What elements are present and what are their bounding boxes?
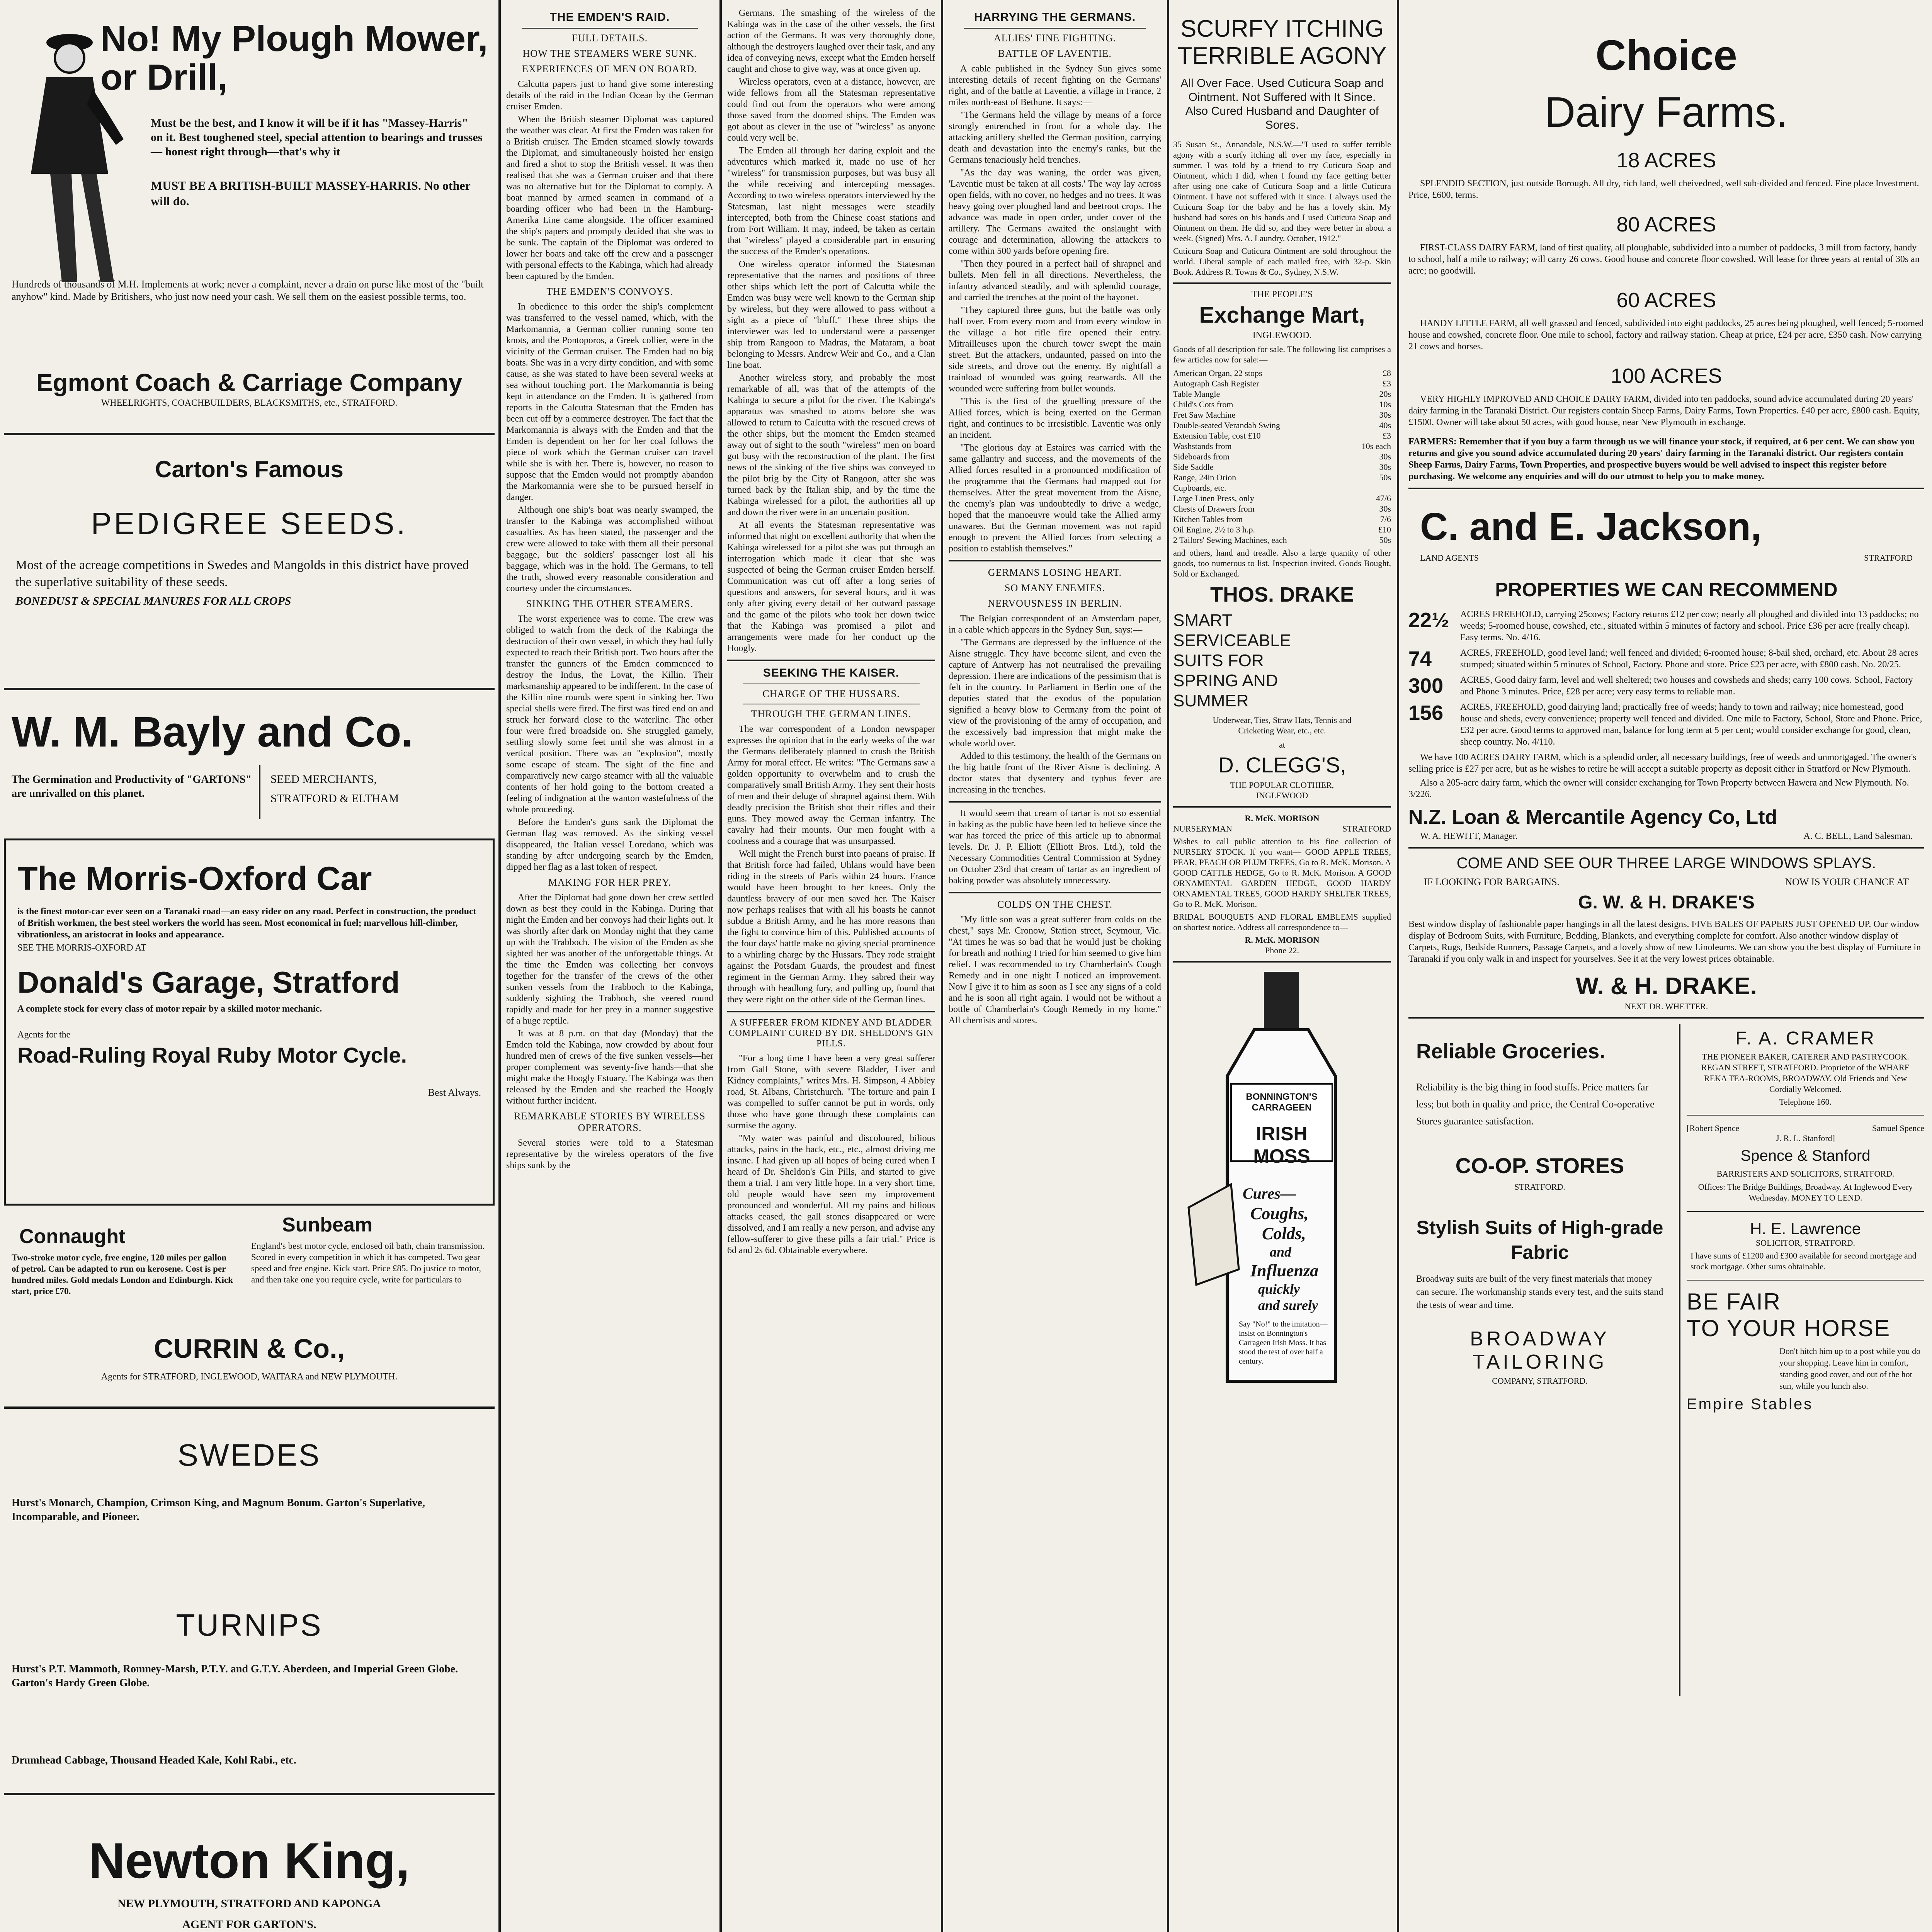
massey-headline-2: or Drill, [100,57,228,97]
morison-bridal: BRIDAL BOUQUETS AND FLORAL EMBLEMS supplied on shortest notice. Address all correspondence to— [1173,912,1391,932]
divider [4,433,495,435]
price-list-item: Oil Engine, 2½ to 3 h.p. [1173,525,1255,534]
stylish-body: Broadway suits are built of the very finest materials that money can secure. The workmanship stands every test, and the suits stand the tests of wear and time. [1416,1274,1663,1310]
bayly-title: W. M. Bayly and Co. [12,708,413,756]
price-list-item: Extension Table, cost £10 [1173,431,1261,440]
connaught-title: Connaught [19,1225,126,1248]
morison-name: R. McK. MORISON [1245,813,1320,823]
props-tail: We have 100 ACRES DAIRY FARM, which is a splendid order, all necessary buildings, free of weeds and unmortgaged. The owner's selling price is £27 per acre, but as he wishes to retire he will accept a suitable property as deposit either in Stratford or New Plymouth. [1408,752,1917,774]
morison-phone: Phone 22. [1265,946,1299,955]
coop-title: CO-OP. STORES [1455,1153,1624,1178]
price-list-item: 2 Tailors' Sewing Machines, each [1173,535,1287,545]
broadway-title: BROADWAY [1470,1328,1610,1350]
property-listing [1408,609,1924,643]
cramer-name: F. A. CRAMER [1735,1028,1876,1049]
drake-sig: W. & H. DRAKE. [1576,973,1757,1000]
column-2-emden [502,0,717,1932]
morris-see: SEE THE MORRIS-OXFORD AT [17,943,146,953]
spence-body: Offices: The Bridge Buildings, Broadway. At Inglewood Every Wednesday. MONEY TO LEND. [1698,1182,1913,1202]
paragraph: Added to this testimony, the health of the Germans on the big battle front of the River Aisne is declining. A doctor states that dysentery and typhus fever are increasing in the trenches. [949,751,1161,795]
paragraph: The Emden all through her daring exploit and the adventures which marked it, made no use of her "wireless" for transmission purposes, but was busy all the while receiving and intercepting messages. According to two wireless operators interviewed by the Statesman, last night messages were steadily intercepted, both from the Chinese coast stations and from Fort William. It may, indeed, be taken as certain that "wireless" played a considerable part in ensuring the success of the Emden's operations. [727,146,935,257]
paragraph: A cable published in the Sydney Sun gives some interesting details of recent fighting on the Germans' right, and of the battle at Laventie, a village in France, 2 miles north-east of Bethune. It says:— [949,64,1161,107]
choice-title: Choice [1595,32,1737,79]
divider [259,765,260,819]
bayly-right-2: STRATFORD & ELTHAM [270,792,399,805]
price-list-item: Autograph Cash Register [1173,379,1259,388]
clegg-line-3: SUITS FOR [1173,651,1264,670]
empire-stables: Empire Stables [1687,1396,1813,1413]
spence-c: J. R. L. Stanford] [1776,1133,1835,1143]
paragraph: The war correspondent of a London newspaper expresses the opinion that in the early weeks of the war the Germans deliberately planned to crush the British Army for moral effect. He writes: "The Germans saw a golden opportunity to overwhelm and to crush the comparatively small British Army. They sent their hosts of men and their deluge of shrapnel against them. With deadly precision the British shot their rifles and their guns. They mowed away the German infantry. The cavalry had their mounts. Our men fought with a coolness and a courage that was unsurpassed. [727,724,935,846]
clegg-line-1: SMART [1173,611,1233,630]
article-subhead: THE EMDEN'S CONVOYS. [546,286,673,297]
paragraph: "My little son was a great sufferer from colds on the chest," says Mr. Cronow, Station street, Seymour, Vic. "At times he was so bad that he would just be choking for breath and nothing I tried for him seemed to give him relief. I was recommended to try Chamberlain's Cough Remedy and in one night I noticed an improvement. Now I give it to him as soon as I see any signs of a cold and he is soon all right again. I would not be without a bottle of Chamberlain's Cough Remedy in my home." All chemists and stores. [949,915,1161,1026]
bayly-left: The Germination and Productivity of "GARTONS" are unrivalled on this planet. [12,774,252,799]
swedes-title: SWEDES [177,1438,321,1472]
drake-title: COME AND SEE OUR THREE LARGE WINDOWS SPLAYS. [1456,855,1876,872]
farm-heading: 100 ACRES [1611,364,1722,388]
drake-next: NEXT DR. WHETTER. [1624,1002,1708,1011]
price-list-price: 10s each [1361,441,1391,451]
irish-moss-name: IRISH MOSS [1253,1123,1310,1167]
sunbeam-title: Sunbeam [282,1214,373,1236]
morris-body: is the finest motor-car ever seen on a Taranaki road—an easy rider on any road. Perfect in construction, the product of British workmen, the best steel workers the world has seen. Most economical in fuel; marvellous hill-climber, vibrationless, an aristocrat in looks and appearance. [17,906,476,940]
price-list-item: Kitchen Tables from [1173,514,1243,524]
tailoring-title: TAILORING [1472,1351,1607,1373]
coop-town: STRATFORD. [1514,1182,1565,1192]
bottom-left-ads [1408,1024,1671,1386]
price-list-row [1173,410,1391,420]
exchange-intro: Goods of all description for sale. The following list comprises a few articles now for sale:— [1173,344,1391,364]
price-list-row [1173,535,1391,545]
paragraph: "They captured three guns, but the battle was only half over. From every room and from every window in the village a hot rifle fire opened their entry. Mitrailleuses upon the church tower swept the main street. But the attackers, undaunted, passed on into the side streets, and drove out the enemy. By nightfall a trainload of wounded was going rearwards. All the wounded were suffering from bullet wounds. [949,305,1161,394]
article-title: SEEKING THE KAISER. [763,667,900,679]
property-acres: 300 [1408,674,1444,697]
cuticura-sub: All Over Face. Used Cuticura Soap and Ointment. Not Suffered with It Since. Also Cured Husband and Daughter of Sores. [1180,77,1384,131]
price-list-row [1173,483,1391,493]
price-list-row [1173,451,1391,462]
price-list-row [1173,430,1391,441]
bottom-right-ads [1687,1024,1924,1413]
donalds-garage: Donald's Garage, Stratford [17,965,400,999]
newton-king-title: Newton King, [88,1832,410,1889]
price-list-item: Range, 24in Orion [1173,473,1236,482]
farm-description: SPLENDID SECTION, just outside Borough. All dry, rich land, well cheivedned, well sub-divided and fenced. Fine place Investment. Price, £600, terms. [1408,179,1919,200]
egmont-title: Egmont Coach & Carriage Company [36,369,463,396]
massey-harris-ad [4,12,495,359]
irish-moss-cures: Cures— [1243,1185,1296,1202]
paragraph: "This is the first of the gruelling pressure of the Allied forces, which is being exerted on the German right, and continues to be irresistible. Laventie was only an incident. [949,396,1161,440]
price-list-price: 30s [1379,462,1391,472]
morris-agents: Agents for the [17,1030,71,1040]
massey-headline: No! My Plough Mower, [100,18,488,59]
currin-ad [4,1209,495,1403]
currin-agents: Agents for STRATFORD, INGLEWOOD, WAITARA and NEW PLYMOUTH. [101,1372,398,1382]
farmers-note: FARMERS: Remember that if you buy a farm through us we will finance your stock, if required, at 6 per cent. We can show you returns and give you sound advice accumulated during 20 years' dairy farming in the Taranaki district. Our registers contain Sheep Farms, Dairy Farms, Town Properties, and prospective buyers would be well advised to inspect this register before purchasing. We welcome any enquiries and will do our utmost to help you to make money. [1408,437,1915,481]
newton-king-agent: AGENT FOR GARTON'S. [182,1918,316,1931]
price-list-price: 10s [1379,400,1391,409]
turnips-title: TURNIPS [176,1608,323,1642]
article-title: HARRYING THE GERMANS. [974,11,1136,24]
drake-body: Best window display of fashionable paper hangings in all the latest designs. FIVE BALES OF PAPERS JUST OPENED UP. Our window display of Bedroom Suits, with Furniture, Bedding, Blankets, and everything complete for comfort. Also another window display of Carpets, Rugs, Bedside Runners, Passage Carpets, and a lovely show of new Linoleums. We can show you the best display of Furniture in Taranaki if you only walk in and inspect for yourselves. See it at the very lowest prices obtainable. [1408,919,1921,964]
drumhead-line [4,1747,495,1785]
farm-description: VERY HIGHLY IMPROVED AND CHOICE DAIRY FARM, divided into ten paddocks, sound advice accumulated during 20 years' dairy farming in the Taranaki District. Our registers contain Sheep Farms, Dairy Farms, Town Properties. £40 per acre, £800 cash. Equity, £1500. Owner will take about 50 acres, with good house, near New Plymouth in exchange. [1408,394,1920,427]
swedes-ad [4,1410,495,1561]
column-rule [498,0,501,1932]
property-listing [1408,647,1924,670]
drake-now: NOW IS YOUR CHANCE AT [1785,876,1909,888]
clegg-line-2: SERVICEABLE [1173,631,1291,650]
price-list-item: Washstands from [1173,441,1232,451]
irish-moss-c3: and [1270,1244,1292,1260]
paragraph: One wireless operator informed the Statesman representative that the names and positions of three other ships which left the port of Calcutta while the Emden was busy were well known to the German ship by wireless, but they were allowed to pass without a sight as a piece of "bluff." These three ships the interviewer was led to understand were a passenger ship from Rangoon to Madras, the Mataram, a boat belonging to Messrs. Andrew Weir and Co., and a Clan line boat. [727,259,935,370]
spence-b: Samuel Spence [1872,1123,1924,1133]
article-subhead: SINKING THE OTHER STEAMERS. [526,598,694,609]
cuticura-headline-2: TERRIBLE AGONY [1177,43,1387,69]
turnips-ad [4,1561,495,1739]
cuticura-headline: SCURFY ITCHING [1180,15,1384,42]
bottom-ads [1408,1024,1924,1696]
clegg-line-5: SUMMER [1173,691,1249,710]
article-subhead: A SUFFERER FROM KIDNEY AND BLADDER COMPLAINT CURED BY DR. SHELDON'S GIN PILLS. [728,1018,934,1049]
price-list-row [1173,462,1391,472]
clegg-list: Underwear, Ties, Straw Hats, Tennis and Cricketing Wear, etc., etc. [1213,715,1352,735]
morison-town: STRATFORD [1342,824,1391,833]
price-list-price: 30s [1379,452,1391,461]
egmont-coach-ad [4,359,495,425]
article-subhead: THROUGH THE GERMAN LINES. [751,708,912,719]
currin-name: CURRIN & Co., [154,1333,345,1364]
divider [4,1406,495,1409]
price-list-price: 47/6 [1376,493,1391,503]
column-rule [719,0,722,1932]
price-list-price: 40s [1379,420,1391,430]
props-title: PROPERTIES WE CAN RECOMMEND [1495,579,1838,600]
price-list-price: £10 [1378,525,1391,534]
morison-name-2: R. McK. MORISON [1245,935,1320,945]
price-list-price: 20s [1379,389,1391,399]
clegg-name: D. CLEGG'S, [1218,753,1346,777]
farm-description: HANDY LITTLE FARM, all well grassed and fenced, subdivided into eight paddocks, 25 acres being ploughed, well fenced; 5-roomed house and cowshed, concrete floor. One mile to school, factory and railway station. Cheap at price, £24 per acre, £350 cash. Now carrying 21 cows and horses. [1408,318,1924,352]
property-description: ACRES FREEHOLD, carrying 25cows; Factory returns £12 per cow; nearly all ploughed and divided into 13 paddocks; no weeds; 5-roomed house, cowshed, etc., situated within 5 minutes of factory and school. Price £36 per acre (really cheap). Easy terms. No. 4/16. [1460,609,1919,643]
property-listing [1408,674,1924,697]
farm-description: FIRST-CLASS DAIRY FARM, land of first quality, all ploughable, subdivided into a number of paddocks, 3 mill from factory, handy to school, half a mile to railway; will carry 26 cows. Good house and concrete floor cowshed. Will lease for three years at rental of 30s an acre; no goodwill. [1408,243,1920,276]
garton-pedigree: PEDIGREE SEEDS. [91,506,408,541]
lawrence-sub: SOLICITOR, STRATFORD. [1756,1238,1855,1248]
article-subhead: HOW THE STEAMERS WERE SUNK. [522,48,697,59]
price-list-row [1173,514,1391,524]
paragraph: "For a long time I have been a very great sufferer from Gall Stone, with severe Bladder, Liver and Kidney complaints," writes Mrs. H. Simpson, 4 Abbley road, St. Albans, Christchurch. "The torture and pain I was compelled to suffer cannot be put in words, only those who have gone through these complaints can surmise the agony. [727,1053,935,1131]
morris-title: The Morris-Oxford Car [17,860,372,897]
divider [4,688,495,690]
paragraph: "As the day was waning, the order was given, 'Laventie must be taken at all costs.' The way lay across open fields, with no cover, no hedges and no trees. It was heavy going over ploughed land and beetroot crops. The advance was made in open order, under cover of the artillery. The Germans awaited the onslaught with courage and determination, allowing the attackers to come within 500 yards before opening fire. [949,168,1161,256]
cramer-body: THE PIONEER BAKER, CATERER AND PASTRYCOOK. REGAN STREET, STRATFORD. Proprietor of the WHARE REKA TEA-ROOMS, BROADWAY. Old Friends and New Cordially Welcomed. [1701,1052,1910,1094]
paragraph: "The glorious day at Estaires was carried with the same gallantry and success, and the movements of the Allied forces resulted in a pronounced modification of the programme that the Germans had mapped out for themselves. After the great movement from the Aisne, the enemy's plan was undoubtedly to drive a wedge, hoped that the manoeuvre would take the Allied army unawares. But the German movement was not rapid enough to prevent the Allied forces from selecting a position to establish themselves." [949,443,1161,554]
article-subhead: SO MANY ENEMIES. [1005,582,1105,594]
drake-if: IF LOOKING FOR BARGAINS. [1424,876,1560,888]
fair-1: BE FAIR [1687,1289,1781,1315]
price-list-row [1173,389,1391,399]
price-list-item: Chests of Drawers from [1173,504,1255,514]
paragraph: Before the Emden's guns sank the Diplomat the German flag was removed. As the sinking vessel disappeared, the Italian vessel Loredano, which was standing by after undergoing search by the Emden, dipped her flag as a last token of respect. [506,817,713,872]
price-list-item: Side Saddle [1173,462,1214,472]
property-acres: 22½ [1408,609,1449,632]
dairy-title: Dairy Farms. [1544,88,1788,136]
irish-moss-c6: and surely [1258,1298,1318,1313]
spence-sub: BARRISTERS AND SOLICITORS, STRATFORD. [1716,1169,1895,1179]
price-list-price: 7/6 [1380,514,1391,524]
price-list-item: Large Linen Press, only [1173,493,1254,503]
property-description: ACRES, FREEHOLD, good dairying land; practically free of weeds; handy to town and railway; nice homestead, good house and sheds, every convenience; property well fenced and divided. One mile to Factory, School, Store and Phone. Price, £32 per acre. Good terms to approved man, balance for long term at 5 per cent; would consider exchange for good, clean, sheep country. No. 4/110. [1460,702,1922,747]
article-title: THE EMDEN'S RAID. [549,11,670,24]
clegg-at: at [1279,740,1285,750]
massey-body: Must be the best, and I know it will be if it has "Massey-Harris" on it. Best toughened steel, special attention to bearings and trusses — honest right through—that's why it [151,117,483,158]
morris-oxford-ad [4,838,495,1206]
paragraph: "The Germans are depressed by the influence of the Aisne struggle. They have become silent, and even the capture of Antwerp has not neutralised the prevailing depression. There are indications of the pessimism that is felt in the country. In Parliament in Berlin one of the deputies stated that the exodus of the population signified a heavy blow to Germany from the point of view of the provisioning of the army of occupation, and the excessively bad impression that might make the whole world over. [949,638,1161,748]
column-rule [1397,0,1399,1932]
clegg-tag: THE POPULAR CLOTHIER, [1230,780,1334,790]
exchange-pre: THE PEOPLE'S [1251,289,1313,299]
jackson-title: C. and E. Jackson, [1420,505,1762,548]
column-1-ads [0,0,498,1932]
massey-note: Hundreds of thousands of M.H. Implements at work; never a complaint, never a drain on purse like most of the "built anyhow" kind. Made by Britishers, who just now need your cash. We sell them on the easiest possible terms, too. [12,279,484,302]
price-list-price: 50s [1379,535,1391,545]
price-list-item: Child's Cots from [1173,400,1233,409]
turnips-body: Hurst's P.T. Mammoth, Romney-Marsh, P.T.Y. and G.T.Y. Aberdeen, and Imperial Green Globe. Garton's Hardy Green Globe. [12,1663,458,1689]
stylish-title: Stylish Suits of High-grade Fabric [1416,1217,1663,1263]
nz-salesman: A. C. BELL, Land Salesman. [1803,831,1913,841]
column-6-ads [1401,0,1932,1932]
price-list-price: £3 [1383,379,1391,388]
exchange-town: INGLEWOOD. [1252,330,1312,340]
price-list-row [1173,368,1391,378]
paragraph: It was at 8 p.m. on that day (Monday) that the Emden told the Kabinga, now crowded by about four hundred men of crews of the five sunken vessels—her proper complement was seventy-five hands—that she might make the Hoogly Estuary. The Kabinga was then released by the Emden and she reached the Hoogly without further incident. [506,1029,713,1106]
article-subhead: BATTLE OF LAVENTIE. [998,48,1112,59]
price-list-price: £8 [1383,368,1391,378]
clegg-line-4: SPRING AND [1173,671,1278,690]
exchange-tail: and others, hand and treadle. Also a large quantity of other goods, too numerous to list. Inspection invited. Goods Bought, Sold or Exchanged. [1173,548,1391,578]
sunbeam-body: England's best motor cycle, enclosed oil bath, chain transmission. Scored in every competition in which it has competed. Two gear speed and free engine. Kick start. Price £85. Do justice to motor, and then take one you require cycle, write for particulars to [251,1241,485,1284]
irish-moss-c4: Influenza [1250,1261,1319,1280]
paragraph: Calcutta papers just to hand give some interesting details of the raid in the Indian Ocean by the German cruiser Emden. [506,79,713,112]
price-list-row [1173,441,1391,451]
paragraph: "The Germans held the village by means of a force strongly entrenched in front for a whole day. The attacking artillery shelled the German position, carrying death and devastation into the enemy's ranks, but the Germans tenaciously held trenches. [949,110,1161,165]
article-subhead: CHARGE OF THE HUSSARS. [762,688,900,699]
morris-complete: A complete stock for every class of motor repair by a skilled motor mechanic. [17,1004,322,1014]
paragraph: Several stories were told to a Statesman representative by the wireless operators of the five ships sunk by the [506,1138,713,1170]
article-subhead: NERVOUSNESS IN BERLIN. [988,598,1122,609]
paragraph: After the Diplomat had gone down her crew settled down as best they could in the Kabinga. During that night the Emden and her convoys had their lights out. It was shortly after dark on Monday night that they came up with the Trabboch. The vision of the Emden as she sighted her was another of the unforgettable things. At the time the Emden was collecting her convoys together for the transfer of the crews of the other sunken vessels from the Trabboch to the Kabinga, suddenly sighting the Trabboch, she veered round rapidly and made for her prey in a manner suggestive of a huge reptile. [506,893,713,1026]
paragraph: "Then they poured in a perfect hail of shrapnel and bullets. Men fell in all directions. Nevertheless, the infantry advanced steadily, and with splendid courage, and carried the trenches at the point of the bayonet. [949,259,1161,303]
price-list-item: Fret Saw Machine [1173,410,1236,420]
massey-tagline: MUST BE A BRITISH-BUILT MASSEY-HARRIS. No other will do. [151,179,471,208]
garton-seeds-ad [4,440,495,684]
farms-list [1408,148,1924,428]
irish-moss-ad [1173,968,1391,1385]
jackson-town: STRATFORD [1864,553,1913,563]
column-3-articles [723,0,939,1932]
bayly-ad [4,696,495,831]
jackson-sub: LAND AGENTS [1420,553,1479,563]
connaught-body: Two-stroke motor cycle, free engine, 120 miles per gallon of petrol. Can be adapted to run on kerosene. Cost is per hundred miles. Gold medals London and Edinburgh. Kick start, price £70. [12,1253,233,1296]
article-subhead: ALLIES' FINE FIGHTING. [993,32,1116,44]
price-list-price: 30s [1379,410,1391,420]
divider [4,1793,495,1795]
irish-moss-say: Say "No!" to the imitation—insist on Bonnington's Carrageen Irish Moss. It has stood the test of over half a century. [1239,1320,1328,1366]
morison-role: NURSERYMAN [1173,824,1232,833]
drumhead-text: Drumhead Cabbage, Thousand Headed Kale, Kohl Rabi., etc. [12,1754,296,1766]
drake-name: G. W. & H. DRAKE'S [1578,892,1755,913]
paragraph: "My water was painful and discoloured, bilious attacks, pains in the back, etc., etc., almost driving me insane. I had given up all hopes of being cured when I heard of Dr. Sheldon's Gin Pills, and started to give them a trial. I am very little hope. In a very short time, old people would have seen my improvement pronounced and wonderful. All my pains and bilious attacks ceased, the gall stones disappeared or were dissolved, and I am really a new person, and advise any fellow-sufferer to give these pills a fair trial." Price is 6d and 2s 6d. Obtainable everywhere. [727,1133,935,1255]
nz-loan-title: N.Z. Loan & Mercantile Agency Co, Ltd [1408,806,1777,828]
paragraph: Wireless operators, even at a distance, however, are wide fellows from all the Statesman representative could find out from the operators who were among those saved from the doomed ships. The Emden was got about as clever in the use of "wireless" as anyone could very well be. [727,77,935,143]
lawrence-body: I have sums of £1200 and £300 available for second mortgage and stock mortgage. Other sums obtainable. [1690,1251,1917,1271]
paragraph: Although one ship's boat was nearly swamped, the transfer to the Kabinga was accomplished without casualties. As has been stated, the passenger and the crew were allowed to take with them all their personal baggage, but the soldiers' passenger lost all his baggage, which was in the hold. The Germans, to tell the truth, showed every reasonable consideration and courtesy under the circumstances. [506,505,713,594]
article-subhead: GERMANS LOSING HEART. [988,567,1122,578]
garton-body: Most of the acreage competitions in Swedes and Mangolds in this district have proved the superlative suitability of these seeds. [15,558,469,589]
irish-moss-c1: Coughs, [1250,1204,1309,1223]
price-list-row [1173,399,1391,410]
article-subhead: REMARKABLE STORIES BY WIRELESS OPERATORS. [514,1111,706,1133]
article-subhead: FULL DETAILS. [571,32,648,44]
paragraph: At all events the Statesman representative was informed that night on excellent authority that when the Kabinga wirelessed for a pilot she was put through an interrogation which made it clear that she was suspected of being the German cruiser Emden herself. Communication was cut off after a long series of questions and answers, for several hours, and it was only after giving every detail of her outward passage and the game of the pilots who took her down twice that the Kabinga was promised a pilot and arrangements were made for her conduct up the Hoogly. [727,520,935,653]
exchange-title: Exchange Mart, [1199,303,1365,328]
column-rule [941,0,943,1932]
paragraph: In obedience to this order the ship's complement was transferred to the vessel named, which, with the Markomannia, a German collier running some ten knots, and the Pontoporos, a Greek collier, were in the vicinity of the German cruiser. The Emden had no big boats. She was in a very dirty condition, and with some cause, as she was stated to have been several weeks at sea without touching port. The Markomannia is being kept in attendance on the Emden. It is gathered from reports in the Calcutta Statesman that the Emden has been cut off by a commerce destroyer. The fact that the Markomannia is always with the Emden and that the Emden is dependent on her for her coal follows the piece of work which the German cruiser can travel while she is with her. There is, however, no reason to suppose that the Emden would not promptly abandon the Markomannia were she to be pursued herself in danger. [506,302,713,502]
price-list-item: American Organ, 22 stops [1173,368,1262,378]
article-subhead: EXPERIENCES OF MEN ON BOARD. [522,63,697,75]
price-list-item: Sideboards from [1173,452,1230,461]
irish-moss-c5: quickly [1258,1281,1300,1297]
property-acres: 156 [1408,701,1444,724]
props-list [1408,609,1924,748]
newton-king-sub: NEW PLYMOUTH, STRATFORD AND KAPONGA [117,1897,381,1910]
price-list-row [1173,420,1391,430]
paragraph: The worst experience was to come. The crew was obliged to watch from the deck of the Kabinga the destruction of their own vessel, in which they had fully expected to reach their British port. Two hours after the transfer the gunners of the Emden commenced to destroy the Indus, the Lovat, the Killin. Their marksmanship appeared to be indifferent. In the case of the Killin nine rounds were spent in sinking her. Two special shells were fired. The first was fired end on and struck her forward close to the waterline. The other four were fired broadside on. She struggled gamely, settling slowly some feet until she was almost in a vertical position. There was an "explosion", mostly some escape of steam. The sight of the fine and comparatively new cargo steamer with all the valuable contents of her hold going to the bottom created a feeling of indignation at the wanton wastefulness of the whole proceeding. [506,614,713,815]
swedes-body: Hurst's Monarch, Champion, Crimson King, and Magnum Bonum. Garton's Superlative, Incomparable, and Pioneer. [12,1497,425,1523]
cramer-tel: Telephone 160. [1779,1097,1832,1107]
irish-moss-brand: BONNINGTON'S CARRAGEEN [1246,1092,1318,1113]
property-listing [1408,701,1924,748]
paragraph: When the British steamer Diplomat was captured the weather was clear. At first the Emden was taken for a British cruiser. The Emden steamed slowly towards the Diplomat, and simultaneously hoisted her ensign and fired a shot to stop the British vessel. It was then realised that she was a German cruiser and that there was no alternative but for the Diplomat to comply. A boat manned by armed seamen in command of a boarding officer who had been in the Hamburg-Amerika Line came alongside. The officer examined the ship's papers and promptly decided that she was to be sunk. The captain of the Diplomat was ordered to lower her boats and take off the crew and a passenger with personal effects to the Kabinga, which had already been captured by the Emden. [506,114,713,281]
paragraph: Germans. The smashing of the wireless of the Kabinga was in the case of the other vessels, the first action of the Germans. It was very thoroughly done, although the destroyers laughed over their task, and any idea of conveying news, except what the Emden herself caught and chose to give way, was at once given up. [727,8,935,74]
morison-body: Wishes to call public attention to his fine collection of NURSERY STOCK. If you want— GOOD APPLE TREES, PEAR, PEACH OR PLUM TREES, Go to R. McK. Morison. A GOOD CATTLE HEDGE, Go to R. McK. Morison. A GOOD ORNAMENTAL GARDEN HEDGE, GOOD HARDY ORNAMENTAL TREES, GOOD HARDY SHELTER TREES, Go to R. McK. Morison. [1173,837,1391,909]
price-list-item: Cupboards, etc. [1173,483,1226,493]
column-4-articles [945,0,1165,1932]
cuticura-tail: Cuticura Soap and Cuticura Ointment are sold throughout the world. Liberal sample of each mailed free, with 32-p. Skin Book. Address R. Towns & Co., Sydney, N.S.W. [1173,246,1391,277]
reliable-title: Reliable Groceries. [1416,1040,1605,1063]
spence-title: Spence & Stanford [1740,1147,1871,1164]
price-list-price: 30s [1379,504,1391,514]
exchange-list [1173,368,1391,545]
cuticura-body: 35 Susan St., Annandale, N.S.W.—"I used to suffer terrible agony with a scurfy itching all over my face, especially in summer. I was told by a friend to try Cuticura Soap and Ointment, which I did, when I found my face getting better after using one cake of Cuticura Soap and a little Cuticura Ointment. I have not suffered with it since. I always used the Cuticura Soap for the baby and he has a lovely skin. My husband had sores on his hands and I used Cuticura Soap and Ointment on them. He did so, and they were better in about a week. (Signed) Mrs. A. Laundry. October, 1912." [1173,139,1391,243]
irish-moss-c2: Colds, [1262,1224,1306,1243]
farm-heading: 80 ACRES [1616,213,1716,236]
garton-tagline: BONEDUST & SPECIAL MANURES FOR ALL CROPS [15,595,291,607]
morris-sig: Best Always. [428,1087,481,1098]
price-list-row [1173,472,1391,483]
article-subhead: MAKING FOR HER PREY. [548,877,672,888]
price-list-row [1173,493,1391,503]
fair-body: Don't hitch him up to a post while you do your shopping. Leave him in comfort, standing good cover, and out of the hot sun, while you lunch also. [1779,1346,1921,1391]
spence-a: [Robert Spence [1687,1123,1740,1133]
bayly-right-1: SEED MERCHANTS, [270,773,377,786]
fair-2: TO YOUR HORSE [1687,1315,1891,1341]
price-list-item: Table Mangle [1173,389,1220,399]
clegg-town: INGLEWOOD [1256,791,1308,800]
garton-title: Carton's Famous [155,456,344,482]
props-tail-2: Also a 205-acre dairy farm, which the owner will consider exchanging for Town Property between Hawera and New Plymouth. No. 3/226. [1408,778,1909,799]
price-list-price: 50s [1379,473,1391,482]
column-5-ads [1169,0,1395,1932]
farm-heading: 18 ACRES [1616,149,1716,172]
paragraph: Another wireless story, and probably the most remarkable of all, was that of the attempts of the Kabinga to secure a pilot for the river. The Kabinga's apparatus was smashed to atoms before she was allowed to return to Calcutta with the rescued crews of the other ships, but the moment the Emden steamed away out of sight to the south "wireless" men on board got busy with the reconstruction of the plant. The first news of the sinking of the five ships was conveyed to the pilot brig by the City of Rangoon, after she was turned back by the Italian ship, and by the time the Kabinga wirelessed for a pilot, the authorities all up and down the river were in an uncertain position. [727,373,935,517]
reliable-body: Reliability is the big thing in food stuffs. Price matters far less; but both in quality and price, the Central Co-operative Stores guarantee satisfaction. [1416,1082,1655,1127]
nz-manager: W. A. HEWITT, Manager. [1420,831,1518,841]
property-description: ACRES, Good dairy farm, level and well sheltered; two houses and cowsheds and sheds; carry 100 cows. School, Factory and Phone 3 minutes. Price, £28 per acre; very easy terms to reliable man. [1460,675,1913,697]
divider [1679,1024,1680,1696]
paragraph: It would seem that cream of tartar is not so essential in baking as the public have been led to believe since the war has forced the price of this article up to abnormal levels. Dr. J. P. Elliott (Elliott Bros. Ltd.), told the Necessary Commodities Central Commission at Sydney on October 23rd that cream of tartar as an ingredient of baking powder was absolutely unnecessary. [949,808,1161,886]
exchange-owner: THOS. DRAKE [1210,583,1354,606]
paragraph: The Belgian correspondent of an Amsterdam paper, in a cable which appears in the Sydney Sun, says:— [949,614,1161,635]
price-list-row [1173,378,1391,389]
lawrence-name: H. E. Lawrence [1750,1219,1861,1238]
price-list-row [1173,503,1391,514]
price-list-row [1173,524,1391,535]
property-description: ACRES, FREEHOLD, good level land; well fenced and divided; 6-roomed house; 8-bail shed, orchard, etc. About 28 acres stumped; situated within 5 minutes of School, Factory. Phone and store. Price £23 per acre, with £800 cash. No. 20/25. [1460,648,1918,670]
article-subhead: COLDS ON THE CHEST. [997,899,1113,910]
royal-ruby: Road-Ruling Royal Ruby Motor Cycle. [17,1043,407,1067]
farm-heading: 60 ACRES [1616,289,1716,312]
property-acres: 74 [1408,647,1432,670]
price-list-price: £3 [1383,431,1391,440]
paragraph: Well might the French burst into paeans of praise. If that British force had failed, Uhlans would have been riding in the streets of Paris within 24 hours. France would have been brought to her knees. Only the dauntless bravery of our men saved her. The Kaiser now perhaps realises that with all his boasts he cannot subdue a British Army, and he has more reasons than the fight to convince him of this. Published accounts of the four days' battle make no giving special prominence to a whirling charge by the Hussars. They rode straight against the Potsdam Guards, the proudest and finest regiment in the German Army. They sabred their way through with headlong fury, and pulling up, found that they were right on the other side of the German lines. [727,849,935,1005]
egmont-subtitle: WHEELRIGHTS, COACHBUILDERS, BLACKSMITHS, etc., STRATFORD. [101,398,398,408]
broadway-company: COMPANY, STRATFORD. [1492,1376,1588,1386]
newton-king-ad [4,1801,495,1932]
price-list-item: Double-seated Verandah Swing [1173,420,1280,430]
